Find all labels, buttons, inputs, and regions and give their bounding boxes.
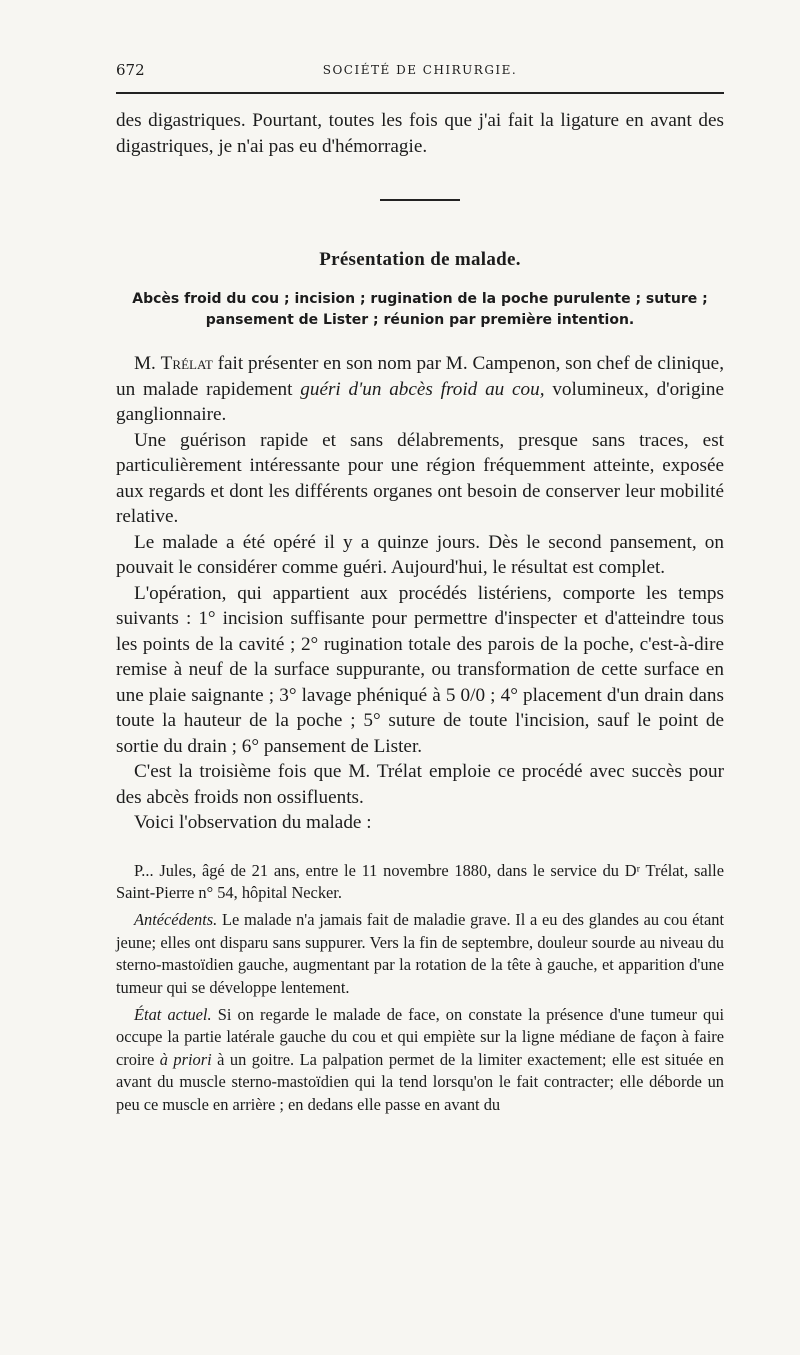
author-name: Trélat xyxy=(160,353,213,374)
paragraph-text: volumineux, d'origine ganglionnaire. xyxy=(116,378,724,425)
paragraph-success: C'est la troisième fois que M. Trélat emploie ce procédé avec succès pour des abcès froids non ossifluents. xyxy=(116,761,724,808)
main-text xyxy=(116,108,724,159)
etat-text-end: à un goitre. La palpation permet de la limiter exactement; elle est située en avant du muscle sterno-mastoïdien qui la tend lorsqu'on le fait contracter; elle déborde un peu ce muscle en arrière ; en dedans elle passe en avant du xyxy=(116,1049,724,1114)
section-separator xyxy=(380,199,460,201)
running-title: SOCIÉTÉ DE CHIRURGIE. xyxy=(322,63,518,77)
paragraph-observation-intro: Voici l'observation du malade : xyxy=(134,812,372,833)
page-number: 672 xyxy=(116,61,145,79)
etat-label: État actuel. xyxy=(134,1004,212,1024)
etat-italic: à priori xyxy=(159,1049,212,1069)
author-prefix: M. xyxy=(134,353,161,374)
italic-phrase: guéri d'un abcès froid au cou, xyxy=(300,378,545,400)
paragraph-guerison: Une guérison rapide et sans délabrements, presque sans traces, est particulièrement intéressante pour une région fréquemment atteinte, exposée aux regards et dont les différents organes ont besoin de conserver leur mobilité relative. xyxy=(116,429,724,527)
case-antecedents xyxy=(116,909,724,999)
paragraph-presentation xyxy=(116,351,724,428)
section-subtitle: Abcès froid du cou ; incision ; rugination de la poche purulente ; suture ; pansement de Lister ; réunion par première intention. xyxy=(132,291,708,328)
antecedents-text: Le malade n'a jamais fait de maladie grave. Il a eu des glandes au cou étant jeune; elles ont disparu sans suppurer. Vers la fin de septembre, douleur sourde au niveau du sterno-mastoïdien gauche, augmentant par la rotation de la tête à gauche, et apparition d'une tumeur qui se développe lentement. xyxy=(116,910,724,997)
header-rule xyxy=(116,92,724,94)
antecedents-label: Antécédents. xyxy=(134,910,218,930)
case-intro: P... Jules, âgé de 21 ans, entre le 11 novembre 1880, dans le service du Dʳ Trélat, salle Saint-Pierre n° 54, hôpital Necker. xyxy=(116,860,724,902)
paragraph-procedure: L'opération, qui appartient aux procédés listériens, comporte les temps suivants : 1° incision suffisante pour permettre d'inspecter et d'atteindre tous les points de la cavité ; 2° rugination totale des parois de la poche, c'est-à-dire remise à neuf de la surface suppurante, ou transformation de cette surface en une plaie saignante ; 3° lavage phéniqué à 5 0/0 ; 4° placement d'un drain dans toute la hauteur de la poche ; 5° suture de toute l'incision, sauf le point de sortie du drain ; 6° pansement de Lister. xyxy=(116,582,724,757)
running-head xyxy=(116,58,724,82)
page xyxy=(116,58,724,1116)
etat-text: Si on regarde le malade de face, on constate la présence d'une tumeur qui occupe la partie latérale gauche du cou et qui empiète sur la ligne médiane de façon à faire croire xyxy=(116,1004,724,1069)
section-title: Présentation de malade. xyxy=(319,249,521,270)
body-text xyxy=(116,351,724,836)
paragraph-text: fait présenter en son nom par M. Campenon, son chef de clinique, un malade rapidement xyxy=(116,353,724,400)
case-etat-actuel xyxy=(116,1004,724,1116)
continued-paragraph: des digastriques. Pourtant, toutes les fois que j'ai fait la ligature en avant des digastriques, je n'ai pas eu d'hémorragie. xyxy=(116,110,724,157)
paragraph-operation-date: Le malade a été opéré il y a quinze jours. Dès le second pansement, on pouvait le considérer comme guéri. Aujourd'hui, le résultat est complet. xyxy=(116,531,724,578)
case-observation xyxy=(116,860,724,1116)
